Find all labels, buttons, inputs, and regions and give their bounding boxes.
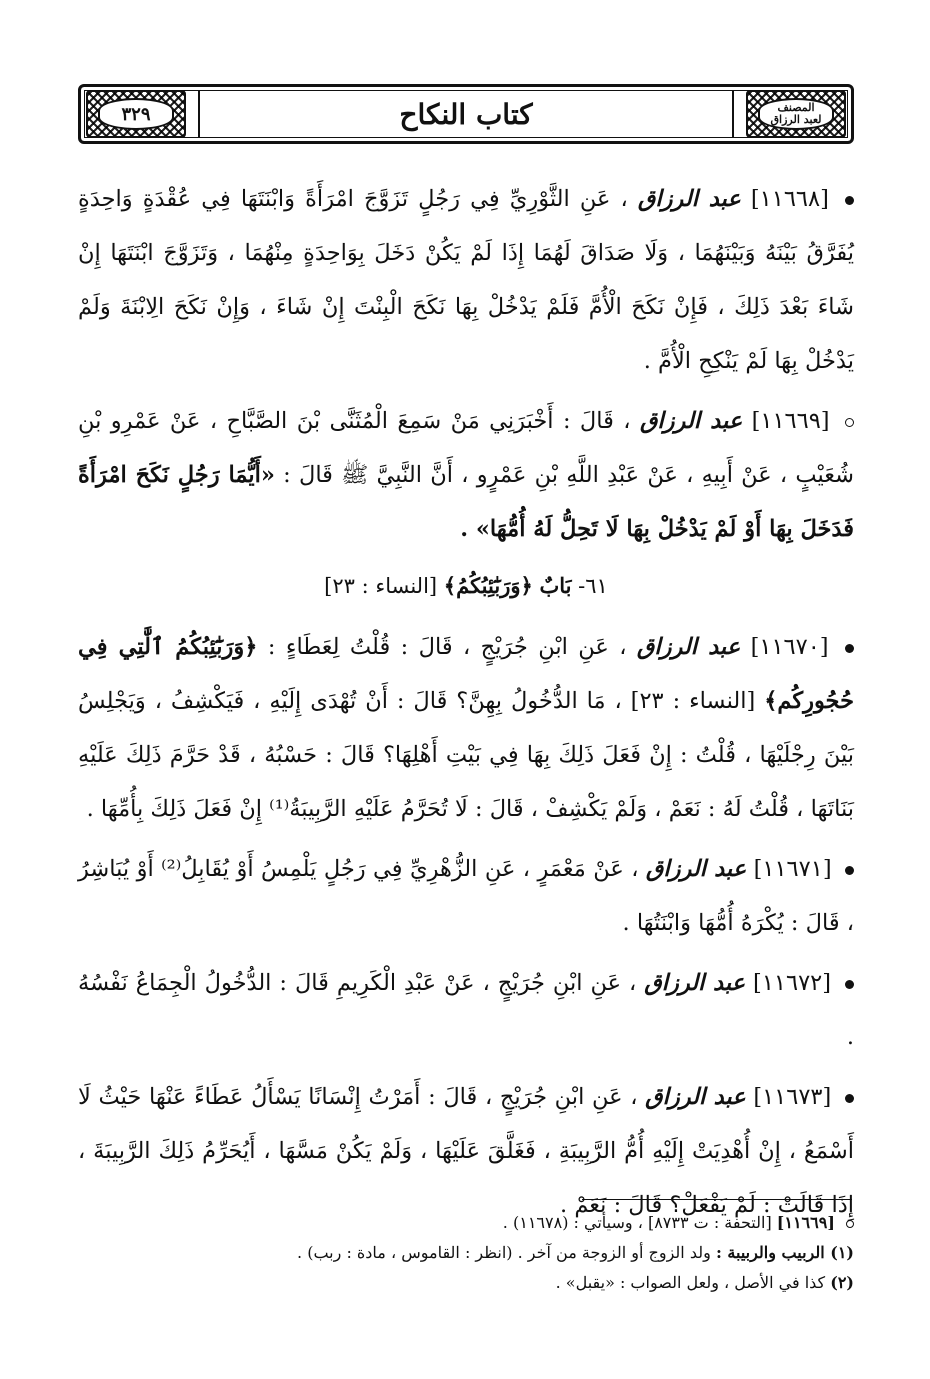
footnote-ref: (٢) bbox=[830, 1273, 854, 1292]
footnote-item bbox=[78, 1238, 854, 1268]
chapter-number: ٦١- bbox=[578, 574, 608, 598]
filled-bullet-icon bbox=[845, 1094, 854, 1103]
hadith-paragraph bbox=[78, 172, 854, 388]
footnote-item bbox=[78, 1208, 854, 1238]
header-title-area bbox=[198, 90, 734, 138]
footnote-text: كذا في الأصل ، ولعل الصواب : «يقبل» . bbox=[555, 1273, 826, 1292]
hadith-number: [١١٦٧٣] bbox=[753, 1084, 832, 1110]
quran-quote: ﴿وَرَبَٰٓئِبُكُمُ ٱلَّٰتِي فِي حُجُورِكُم﴾ bbox=[78, 634, 854, 714]
hadith-text: ، عَنِ الثَّوْرِيِّ فِي رَجُلٍ تَزَوَّجَ امْرَأَةً وَابْنَتَهَا فِي عُقْدَةٍ وَاحِدَةٍ يُفَرَّقُ بَيْنَهُ وَبَيْنَهُمَا ، وَلَا صَدَاقَ لَهُمَا إِذَا لَمْ يَكُنْ دَخَلَ بِوَاحِدَةٍ مِنْهُمَا ، وَتَزَوَّجَ ابْنَتَهَا إِنْ شَاءَ بَعْدَ ذَلِكَ ، فَإِنْ نَكَحَ الْأُمَّ فَلَمْ يَدْخُلْ بِهَا نَكَحَ الْبِنْتَ إِنْ شَاءَ ، وَإِنْ نَكَحَ الِابْنَةَ وَلَمْ يَدْخُلْ بِهَا لَمْ يَنْكِحِ الْأُمَّ . bbox=[78, 186, 854, 374]
footnote-item bbox=[78, 1268, 854, 1298]
hadith-number: [١١٦٧٢] bbox=[753, 970, 832, 996]
filled-bullet-icon bbox=[845, 644, 854, 653]
footnotes bbox=[78, 1208, 854, 1298]
page-header bbox=[78, 84, 854, 144]
author-name: عبد الرزاق bbox=[636, 634, 741, 660]
prophetic-saying: «أَيُّمَا رَجُلٍ نَكَحَ امْرَأَةً فَدَخَلَ بِهَا أَوْ لَمْ يَدْخُلْ بِهَا لَا تَحِلُّ لَهُ أُمُّهَا» . bbox=[78, 462, 854, 542]
seal-line-2: لعبد الرزاق bbox=[770, 113, 822, 126]
hollow-bullet-icon bbox=[846, 1220, 854, 1228]
author-name: عبد الرزاق bbox=[637, 186, 741, 212]
page-number-box bbox=[86, 90, 186, 138]
hadith-paragraph bbox=[78, 620, 854, 836]
hadith-paragraph bbox=[78, 842, 854, 950]
filled-bullet-icon bbox=[845, 866, 854, 875]
hadith-text-continued: [النساء : ٢٣] ، مَا الدُّخُولُ بِهِنَّ؟ قَالَ : أَنْ تُهْدَى إِلَيْهِ ، فَيَكْشِفُ ، وَيَجْلِسُ بَيْنَ رِجْلَيْهَا ، قُلْتُ : إِنْ فَعَلَ ذَلِكَ بِهَا فِي بَيْتِ أَهْلِهَا؟ قَالَ : حَسْبُهُ ، قَدْ حَرَّمَ ذَلِكَ عَلَيْهِ بَنَاتَهَا ، قُلْتُ لَهُ : نَعَمْ ، وَلَمْ يَكْشِفْ ، قَالَ : لَا تُحَرَّمُ عَلَيْهِ الرَّبِيبَةُ⁽¹⁾ إِنْ فَعَلَ ذَلِكَ بِأُمِّهَا . bbox=[78, 688, 854, 822]
hadith-text: ، قَالَ : أَخْبَرَنِي مَنْ سَمِعَ الْمُثَنَّى بْنَ الصَّبَّاحِ ، عَنْ عَمْرِو بْنِ شُعَيْبٍ ، عَنْ أَبِيهِ ، عَنْ عَبْدِ اللَّهِ بْنِ عَمْرٍو ، أَنَّ النَّبِيَّ ﷺ قَالَ : bbox=[78, 408, 855, 488]
author-name: عبد الرزاق bbox=[645, 1084, 746, 1110]
chapter-heading bbox=[78, 562, 854, 610]
hollow-bullet-icon bbox=[845, 418, 854, 427]
footnote-ref: (١) الربيب والربيبة : bbox=[715, 1243, 854, 1262]
chapter-verse: ﴿وَرَبَٰٓئِبُكُمُ﴾ bbox=[443, 573, 533, 598]
hadith-number: [١١٦٧١] bbox=[753, 856, 832, 882]
hadith-number: [١١٦٧٠] bbox=[750, 634, 829, 660]
hadith-text: ، عَنْ مَعْمَرٍ ، عَنِ الزُّهْرِيِّ فِي رَجُلٍ يَلْمِسُ أَوْ يُقَابِلُ⁽²⁾ أَوْ يُبَاشِرُ ، قَالَ : يُكْرَهُ أُمُّهَا وَابْنَتُهَا . bbox=[78, 856, 854, 936]
seal-line-1: المصنف bbox=[777, 101, 815, 114]
footnote-text: [التحفة : ت ٨٧٣٣] ، وسيأتي : (١١٦٧٨) . bbox=[502, 1213, 772, 1232]
main-text bbox=[78, 172, 854, 1238]
hadith-text: ، عَنِ ابْنِ جُرَيْجٍ ، قَالَ : أَمَرْتُ إِنْسَانًا يَسْأَلُ عَطَاءً عَنْهَا حَيْثُ لَا أَسْمَعُ ، إِنْ أُهْدِيَتْ إِلَيْهِ أُمُّ الرَّبِيبَةِ ، فَغَلَّقَ عَلَيْهَا ، وَلَمْ يَكُنْ مَسَّهَا ، أَيُحَرِّمُ ذَلِكَ الرَّبِيبَةَ ، إِذَا قَالَتْ : لَمْ يَفْعَلْ؟ قَالَ : نَعَمْ . bbox=[78, 1084, 854, 1218]
book-title: كتاب النكاح bbox=[399, 97, 533, 131]
author-name: عبد الرزاق bbox=[644, 970, 746, 996]
author-name: عبد الرزاق bbox=[645, 856, 747, 882]
hadith-text: ، عَنِ ابْنِ جُرَيْجٍ ، عَنْ عَبْدِ الْكَرِيمِ قَالَ : الدُّخُولُ الْجِمَاعُ نَفْسُهُ . bbox=[78, 970, 854, 1050]
chapter-label: بَابٌ bbox=[539, 573, 572, 598]
seal-box bbox=[746, 90, 846, 138]
hadith-number: [١١٦٦٨] bbox=[750, 186, 829, 212]
hadith-paragraph bbox=[78, 394, 854, 556]
chapter-reference: [النساء : ٢٣] bbox=[324, 574, 438, 598]
footnote-divider bbox=[582, 1199, 852, 1200]
hadith-number: [١١٦٦٩] bbox=[751, 408, 830, 434]
footnote-ref: [١١٦٦٩] bbox=[776, 1213, 835, 1232]
page-number: ٣٢٩ bbox=[98, 98, 174, 130]
author-name: عبد الرزاق bbox=[639, 408, 743, 434]
filled-bullet-icon bbox=[845, 196, 854, 205]
hadith-text: ، عَنِ ابْنِ جُرَيْجٍ ، قَالَ : قُلْتُ لِعَطَاءٍ : bbox=[267, 634, 627, 660]
footnote-text: ولد الزوج أو الزوجة من آخر . (انظر : القاموس ، مادة : ربب) . bbox=[297, 1243, 711, 1262]
filled-bullet-icon bbox=[845, 980, 854, 989]
seal-icon bbox=[758, 98, 834, 130]
hadith-paragraph bbox=[78, 956, 854, 1064]
